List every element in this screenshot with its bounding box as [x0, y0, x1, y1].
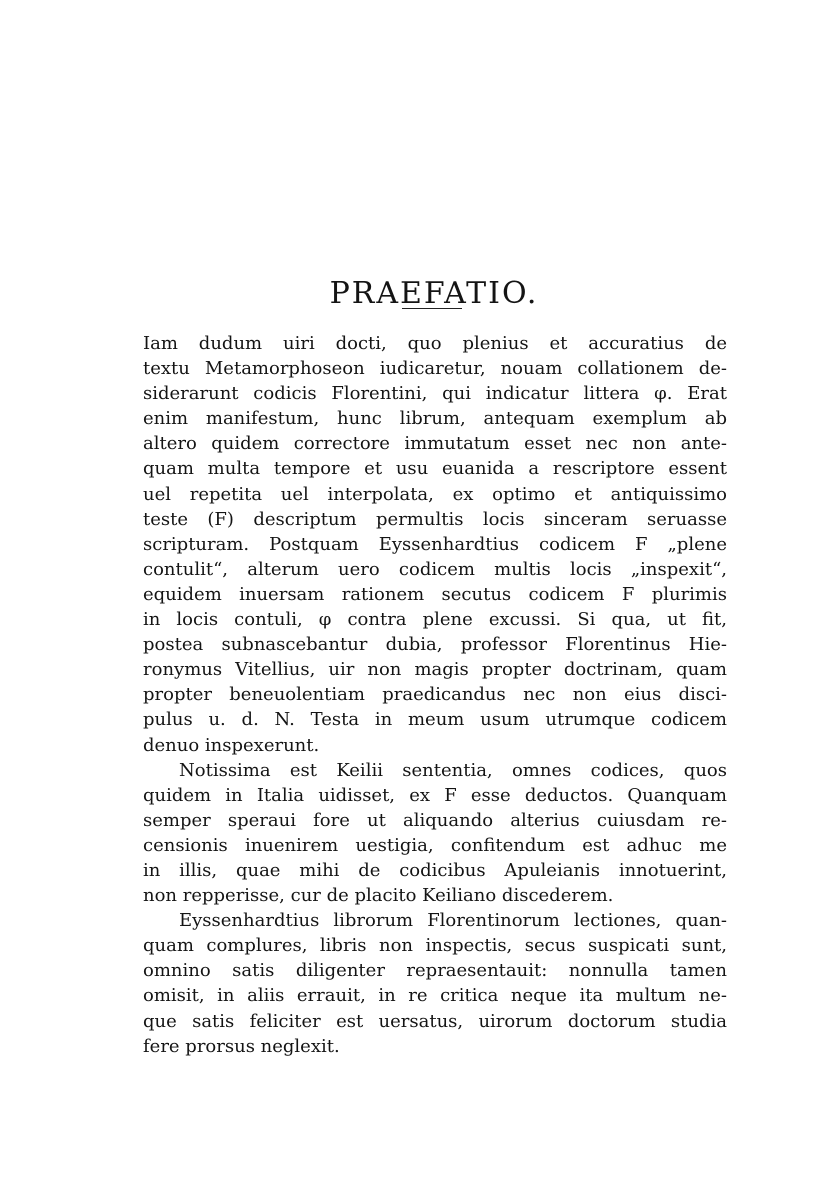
text-line: fere prorsus neglexit.: [143, 1035, 340, 1057]
text-line: contulit“, alterum uero codicem multis locis „inspexit“,: [143, 558, 727, 580]
text-line: non repperisse, cur de placito Keiliano discederem.: [143, 885, 614, 907]
text-line: propter beneuolentiam praedicandus nec non eius disci-: [143, 684, 727, 706]
body-text: [143, 331, 727, 1059]
text-line: denuo inspexerunt.: [143, 734, 320, 756]
text-line: teste (F) descriptum permultis locis sinceram seruasse: [143, 508, 727, 530]
text-line: scripturam. Postquam Eyssenhardtius codicem F „plene: [143, 533, 727, 555]
text-line: siderarunt codicis Florentini, qui indicatur littera φ. Erat: [143, 383, 727, 405]
text-line: quam multa tempore et usu euanida a rescriptore essent: [143, 458, 727, 480]
page-title: PRAEFATIO.: [329, 276, 539, 312]
text-line: censionis inuenirem uestigia, confitendum est adhuc me: [143, 834, 727, 856]
text-line: Notissima est Keilii sententia, omnes codices, quos: [179, 759, 727, 781]
text-line: postea subnascebantur dubia, professor Florentinus Hie-: [143, 634, 727, 656]
text-line: in illis, quae mihi de codicibus Apuleianis innotuerint,: [143, 859, 727, 881]
text-line: omisit, in aliis errauit, in re critica neque ita multum ne-: [143, 985, 727, 1007]
text-line: ronymus Vitellius, uir non magis propter doctrinam, quam: [143, 659, 727, 681]
text-line: uel repetita uel interpolata, ex optimo et antiquissimo: [143, 483, 727, 505]
text-line: Eyssenhardtius librorum Florentinorum lectiones, quan-: [179, 910, 727, 932]
text-line: textu Metamorphoseon iudicaretur, nouam collationem de-: [143, 358, 727, 380]
title-rule: [402, 308, 462, 309]
text-line: enim manifestum, hunc librum, antequam exemplum ab: [143, 408, 727, 430]
text-line: quam complures, libris non inspectis, secus suspicati sunt,: [143, 935, 727, 957]
text-line: semper speraui fore ut aliquando alterius cuiusdam re-: [143, 809, 727, 831]
text-line: pulus u. d. N. Testa in meum usum utrumque codicem: [143, 709, 727, 731]
text-line: que satis feliciter est uersatus, uirorum doctorum studia: [143, 1010, 727, 1032]
text-line: quidem in Italia uidisset, ex F esse deductos. Quanquam: [143, 784, 727, 806]
text-line: Iam dudum uiri docti, quo plenius et accuratius de: [143, 333, 727, 354]
text-line: altero quidem correctore immutatum esset nec non ante-: [143, 433, 727, 455]
text-line: equidem inuersam rationem secutus codicem F plurimis: [143, 583, 727, 605]
text-line: omnino satis diligenter repraesentauit: nonnulla tamen: [143, 960, 727, 982]
text-line: in locis contuli, φ contra plene excussi. Si qua, ut fit,: [143, 609, 727, 631]
